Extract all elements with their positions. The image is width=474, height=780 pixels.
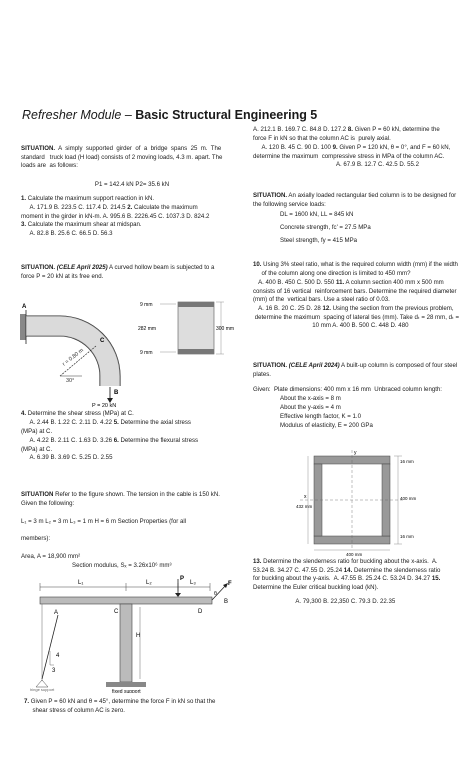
dim-bottom-plate: 16 mm bbox=[400, 534, 414, 539]
l2-label: L₂ bbox=[146, 580, 152, 586]
l3-label: L₃ bbox=[190, 580, 196, 586]
question-4-5: A. 2.44 B. 1.22 C. 2.11 D. 4.22 5. Determine the axial stress (MPa) at C. bbox=[21, 419, 191, 435]
situation-2: SITUATION. (CELE April 2025) A curved hollow beam is subjected to a force P = 20 kN at its free end. bbox=[21, 264, 215, 280]
question-10-11: A. 400 B. 450 C. 500 D. 550 11. A column section 400 mm x 500 mm consists of 16 vertical reinforcement bars. Determine the required diameter (mm) of the vertical bars. Use a steel ratio of 0.03. bbox=[253, 279, 457, 304]
load-p-label: P bbox=[180, 576, 185, 582]
dim-left: 432 mm bbox=[296, 504, 313, 509]
built-up-column-figure bbox=[296, 450, 446, 556]
situation-3-area: Area, A = 18,900 mm² bbox=[21, 553, 81, 560]
theta-label: θ bbox=[214, 591, 217, 597]
situation-4-fy: Steel strength, fy = 415 MPa bbox=[280, 237, 358, 244]
dim-bot: 9 mm bbox=[140, 350, 153, 356]
l1-label: L₁ bbox=[78, 580, 84, 586]
question-5-6: A. 4.22 B. 2.11 C. 1.63 D. 3.26 6. Determine the flexural stress (MPa) at C. bbox=[21, 437, 199, 453]
dim-width: 300 mm bbox=[216, 326, 235, 332]
question-1: 1. Calculate the maximum support reaction in kN. bbox=[21, 195, 155, 202]
beam-member bbox=[40, 597, 212, 604]
situation-5-k: Effective length factor, K = 1.0 bbox=[280, 413, 362, 420]
dim-top-plate: 16 mm bbox=[400, 459, 414, 464]
situation-5-e: Modulus of elasticity, E = 200 GPa bbox=[280, 422, 373, 429]
situation-5-given: Given: Plate dimensions: 400 mm x 16 mm Unbraced column length: bbox=[253, 386, 442, 393]
situation-5-x: About the x-axis = 8 m bbox=[280, 395, 341, 402]
hollow-section bbox=[178, 302, 214, 354]
curved-beam-figure bbox=[20, 296, 246, 408]
force-label: P = 20 kN bbox=[92, 403, 117, 408]
question-3-choices: A. 82.8 B. 25.6 C. 66.5 D. 56.3 bbox=[21, 230, 113, 237]
fixed-support-label: fixed support bbox=[112, 689, 141, 693]
point-c-label-2: C bbox=[114, 609, 119, 615]
situation-5: SITUATION. (CELE April 2024) A built-up column is composed of four steel plates. bbox=[253, 362, 458, 378]
column-member bbox=[120, 604, 132, 682]
situation-1-loads: P1 = 142.4 kN P2= 35.6 kN bbox=[94, 181, 170, 188]
situation-3-lengths: L₁ = 3 m L₂ = 3 m L₃ = 1 m H = 6 m Section Properties (for all bbox=[21, 518, 187, 525]
question-10: 10. Using 3% steel ratio, what is the required column width (mm) if the width of the column along one direction is limited to 450 mm? bbox=[253, 261, 458, 277]
point-b-label: B bbox=[114, 390, 119, 396]
x-axis-label: x bbox=[304, 494, 307, 500]
angle-label: 30° bbox=[66, 378, 75, 384]
dim-mid: 282 mm bbox=[138, 326, 157, 332]
point-d-label: D bbox=[198, 609, 203, 615]
question-4: 4. Determine the shear stress (MPa) at C. bbox=[21, 410, 134, 417]
dim-right: 400 mm bbox=[400, 496, 417, 501]
situation-5-y: About the y-axis = 4 m bbox=[280, 404, 341, 411]
question-1-2: A. 171.9 B. 223.5 C. 117.4 D. 214.5 2. Calculate the maximum moment in the girder in kN-m. A. 995.6 B. 2226.45 C. 1037.3 D. 824.2 bbox=[21, 204, 210, 220]
situation-3-members: members): bbox=[21, 535, 51, 542]
h-label: H bbox=[136, 633, 141, 639]
situation-1: SITUATION. A simply supported girder of a bridge spans 25 m. The standard truck load (H load) consists of 2 moving loads, 4.3 m. apart. The loads are as follows: bbox=[21, 145, 223, 170]
force-f-label: F bbox=[228, 581, 232, 587]
situation-4-dl: DL = 1600 kN, LL = 845 kN bbox=[280, 211, 354, 218]
situation-4-fc: Concrete strength, fc' = 27.5 MPa bbox=[280, 224, 371, 231]
fixed-support bbox=[106, 682, 146, 687]
hinge-label: hinge support bbox=[30, 687, 55, 692]
question-6-choices: A. 6.39 B. 3.69 C. 5.25 D. 2.55 bbox=[21, 454, 113, 461]
point-b-label-2: B bbox=[224, 599, 229, 605]
situation-4: SITUATION. An axially loaded rectangular tied column is to be designed for the following service loads: bbox=[253, 192, 457, 208]
question-7: 7. Given P = 60 kN and θ = 45°, determine the force F in kN so that the shear stress of column AC is zero. bbox=[24, 698, 216, 714]
point-a-label-2: A bbox=[54, 610, 59, 616]
slope-v: 4 bbox=[56, 653, 60, 659]
question-3: 3. Calculate the maximum shear at midspan. bbox=[21, 221, 142, 228]
page-title: Refresher Module – Basic Structural Engineering 5 bbox=[22, 108, 318, 122]
question-9-choices: A. 67.9 B. 12.7 C. 42.5 D. 55.2 bbox=[253, 161, 419, 168]
question-11-12: A. 16 B. 20 C. 25 D. 28 12. Using the section from the previous problem, determine the maximum spacing of lateral ties (mm). Take dₜ = 28 mm, dₜ = 10 mm A. 400 B. 500 C. 448 D. 480 bbox=[253, 305, 460, 330]
question-15-choices: A. 79,300 B. 22,350 C. 79.3 D. 22.35 bbox=[253, 598, 396, 605]
dim-width: 400 mm bbox=[346, 552, 363, 556]
fixed-wall-hatch bbox=[20, 314, 26, 340]
question-8-9: A. 120 B. 45 C. 90 D. 100 9. Given P = 120 kN, θ = 0°, and F = 60 kN, determine the maximum compressive stress in MPa of the column AC. bbox=[253, 144, 451, 160]
point-a-label: A bbox=[22, 304, 27, 310]
cable bbox=[42, 615, 58, 679]
dim-top: 9 mm bbox=[140, 302, 153, 308]
slope-h: 3 bbox=[52, 668, 56, 674]
y-axis-label: y bbox=[354, 450, 357, 456]
point-c-label: C bbox=[100, 338, 105, 344]
question-13-14: 13. Determine the slenderness ratio for buckling about the x-axis. A. 53.24 B. 34.27 C. 47.55 D. 25.24 14. Determine the slenderness ratio for buckling about the y-axis. A. 47.55 B. 25.24 C. 53.24 D. 34.27 15. Determine the Euler critical buckling load (kN). bbox=[253, 558, 441, 591]
situation-3: SITUATION Refer to the figure shown. The tension in the cable is 150 kN. Given the following: bbox=[21, 491, 220, 507]
question-7-8: A. 212.1 B. 169.7 C. 84.8 D. 127.2 8. Given P = 60 kN, determine the force F in kN so that the column AC is purely axial. bbox=[253, 126, 440, 142]
situation-3-modulus: Section modulus, Sₓ = 3.26x10⁶ mm³ bbox=[72, 562, 172, 569]
frame-figure bbox=[28, 575, 238, 693]
radius-label: r = 0.80 m bbox=[61, 347, 85, 368]
